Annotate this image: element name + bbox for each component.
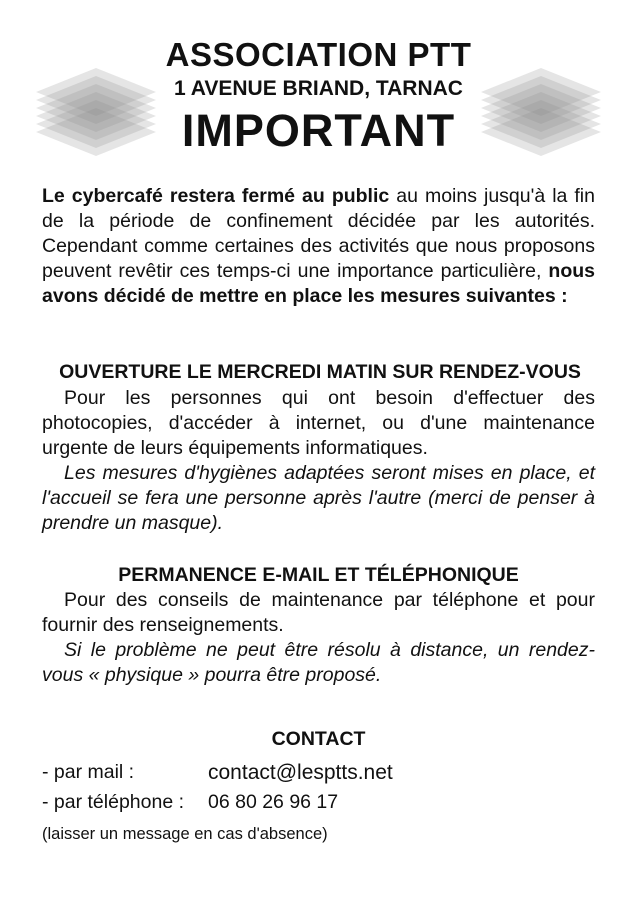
phone-number[interactable]: 06 80 26 96 17 [208,791,339,813]
section-opening-paragraph: Pour les personnes qui ont besoin d'effectuer des photocopies, d'accéder à internet, ou d'une maintenance urgente de leurs équipements informatiques. [42,387,595,459]
association-name: ASSOCIATION PTT [165,36,472,73]
intro-paragraph [42,184,595,309]
absence-note: (laisser un message en cas d'absence) [42,825,328,843]
section-opening-title: OUVERTURE LE MERCREDI MATIN SUR RENDEZ-VOUS [59,361,581,383]
intro-bold-measures: nous avons décidé de mettre en place les mesures suivantes : [42,260,595,307]
contact-title: CONTACT [271,728,366,750]
mail-address[interactable]: contact@lesptts.net [208,761,393,784]
section-permanence-note: Si le problème ne peut être résolu à distance, un rendez-vous « physique » pourra être proposé. [42,639,595,686]
section-permanence-title: PERMANENCE E-MAIL ET TÉLÉPHONIQUE [118,564,519,586]
section-opening-note: Les mesures d'hygiènes adaptées seront mises en place, et l'accueil se fera une personne après l'autre (merci de penser à prendre un masque). [42,462,595,534]
letterhead [0,36,637,156]
section-permanence-body [42,588,595,688]
association-address: 1 AVENUE BRIAND, TARNAC [174,77,463,100]
mail-label: - par mail : [42,761,135,783]
section-permanence-paragraph: Pour des conseils de maintenance par téléphone et pour fournir des renseignements. [42,589,595,636]
section-opening-body [42,386,595,536]
phone-label: - par téléphone : [42,791,185,813]
intro-text: au moins jusqu'à la fin de la période de confinement décidée par les autorités. Cependant comme certaines des activités que nous proposons peuvent revêtir ces temps-ci une importance particulière, [42,185,595,282]
intro-bold-closure: Le cybercafé restera fermé au public [42,185,390,207]
important-heading: IMPORTANT [181,105,456,156]
